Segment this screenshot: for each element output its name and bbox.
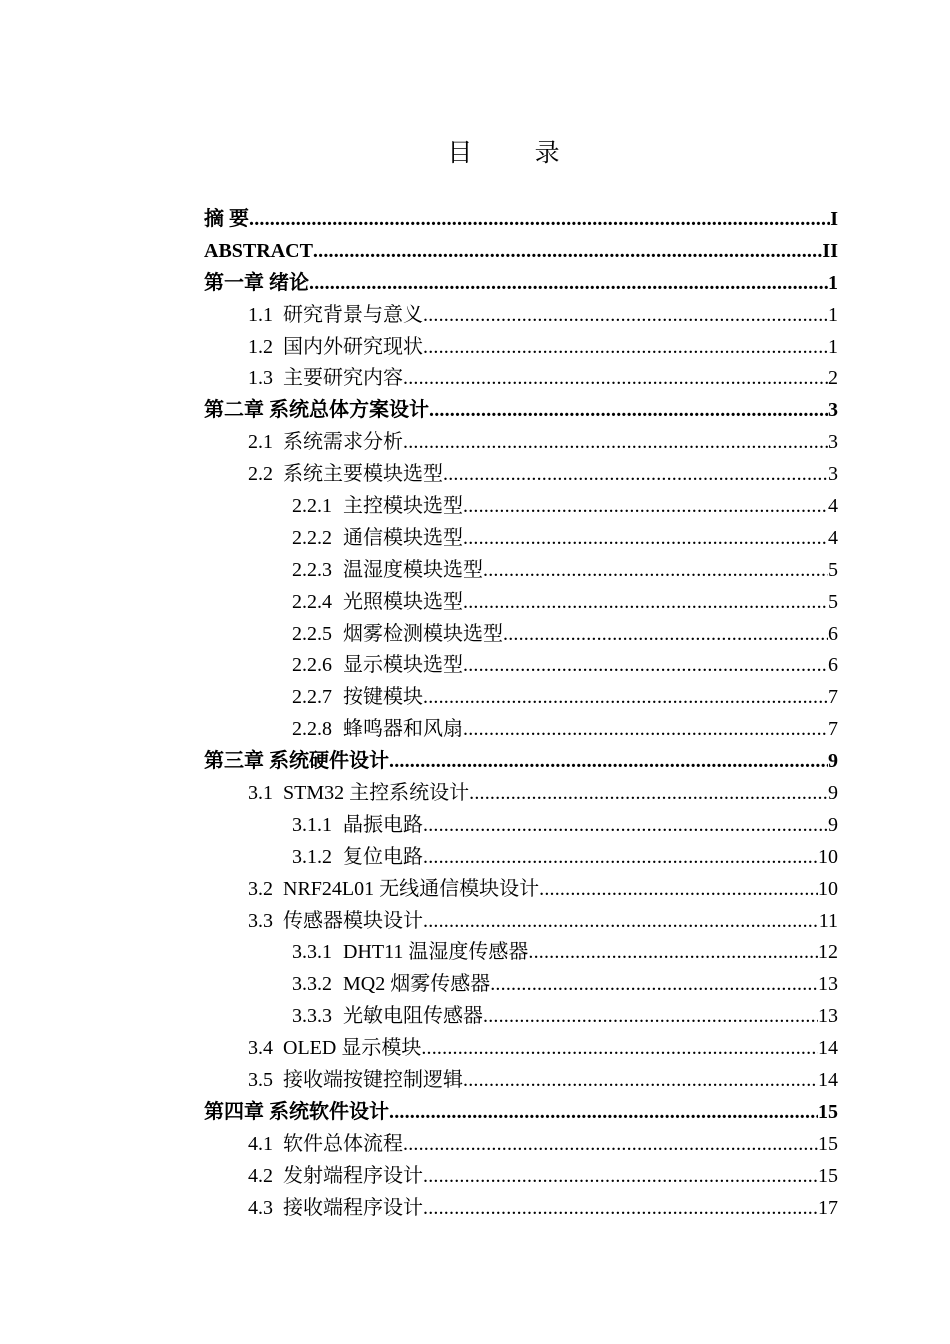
toc-entry-label: 第三章 系统硬件设计 [204,750,389,773]
toc-entry-label: 主要研究内容 [283,367,403,390]
toc-entry-page: 9 [828,813,838,836]
toc-entry-page: 15 [818,1100,838,1123]
toc-entry-label: 国内外研究现状 [283,335,423,358]
toc-entry-label: 按键模块 [343,686,423,709]
toc-entry-number: 2.2.8 [292,718,332,741]
toc-entry[interactable] [204,1161,838,1193]
toc-entry[interactable] [204,459,838,491]
toc-dot-leader [490,969,818,1001]
toc-dot-leader [423,682,828,714]
toc-entry-label: 第一章 绪论 [204,271,309,294]
toc-dot-leader [469,778,828,810]
toc-entry-page: 5 [828,590,838,613]
toc-entry-page: 6 [828,654,838,677]
toc-dot-leader [483,1001,818,1033]
toc-entry-label: 主控模块选型 [343,495,463,518]
toc-entry-page: 1 [828,303,838,326]
toc-entry-label: 摘 要 [204,208,249,230]
toc-entry[interactable] [204,874,838,906]
toc-entry-label: 温湿度模块选型 [343,558,483,581]
toc-entry[interactable] [204,1001,838,1033]
toc-entry-label: 接收端程序设计 [283,1196,423,1219]
toc-entry-number: 3.5 [248,1069,273,1092]
toc-entry-label: 蜂鸣器和风扇 [343,718,463,741]
toc-dot-leader [528,937,818,969]
toc-entry-page: II [822,239,838,262]
toc-entry-label: 系统主要模块选型 [283,463,443,486]
toc-dot-leader [313,236,823,268]
toc-entry[interactable] [204,969,838,1001]
toc-dot-leader [483,555,828,587]
toc-entry-number: 3.2 [248,877,273,900]
toc-entry[interactable] [204,746,838,778]
toc-entry-page: 3 [828,399,838,422]
toc-entry-number: 3.1.1 [292,813,332,836]
toc-entry-label: 系统需求分析 [283,431,403,454]
toc-entry-page: 4 [828,495,838,518]
toc-entry-page: 10 [818,877,838,900]
toc-entry-label: 研究背景与意义 [283,303,423,326]
toc-dot-leader [403,363,828,395]
toc-entry-number: 2.2.3 [292,558,332,581]
toc-title: 目 录 [447,140,588,167]
toc-dot-leader [423,1161,818,1193]
toc-entry[interactable] [204,1129,838,1161]
toc-entry-number: 2.1 [248,431,273,454]
toc-entry-page: 13 [818,1005,838,1028]
toc-dot-leader [389,746,828,778]
toc-entry-page: 13 [818,973,838,996]
toc-entry[interactable] [204,650,838,682]
toc-entry-page: 7 [828,686,838,709]
toc-entry-page: I [830,208,838,230]
toc-entry-page: 4 [828,526,838,549]
toc-dot-leader [423,1193,818,1225]
toc-entry-page: 11 [818,909,838,932]
toc-entry-label: 显示模块选型 [343,654,463,677]
toc-entry-number: 2.2.7 [292,686,332,709]
toc-entry-page: 15 [818,1164,838,1187]
toc-entry[interactable] [204,491,838,523]
toc-entry[interactable] [204,523,838,555]
toc-entry-page: 12 [818,941,838,964]
toc-entry-page: 3 [828,463,838,486]
toc-entry[interactable] [204,842,838,874]
toc-dot-leader [463,1065,818,1097]
toc-dot-leader [421,1033,818,1065]
toc-entry[interactable] [204,268,838,300]
toc-entry-label: 软件总体流程 [283,1132,403,1155]
toc-dot-leader [403,1129,818,1161]
toc-entry[interactable] [204,1097,838,1129]
toc-entry-label: 第二章 系统总体方案设计 [204,399,429,422]
toc-entry-number: 4.2 [248,1164,273,1187]
toc-entry-page: 1 [828,335,838,358]
toc-entry-number: 3.4 [248,1037,273,1060]
toc-entry-number: 4.1 [248,1132,273,1155]
toc-entry[interactable] [204,363,838,395]
toc-entry-page: 10 [818,845,838,868]
toc-entry-page: 14 [818,1037,838,1060]
toc-entry-number: 3.3.3 [292,1005,332,1028]
toc-dot-leader [423,332,828,364]
toc-dot-leader [463,523,828,555]
toc-entry[interactable] [204,427,838,459]
toc-dot-leader [429,395,828,427]
toc-entry-label: 光敏电阻传感器 [343,1005,483,1028]
toc-dot-leader [463,491,828,523]
toc-list [204,204,838,1225]
toc-entry-label: 第四章 系统软件设计 [204,1100,389,1123]
toc-entry[interactable] [204,682,838,714]
toc-entry-page: 14 [818,1069,838,1092]
toc-entry-number: 2.2.6 [292,654,332,677]
toc-entry-label: 接收端按键控制逻辑 [283,1069,463,1092]
toc-entry[interactable] [204,714,838,746]
toc-entry[interactable] [204,300,838,332]
toc-entry-number: 3.3 [248,909,273,932]
toc-entry-number: 2.2.1 [292,495,332,518]
toc-entry[interactable] [204,1065,838,1097]
toc-dot-leader [389,1097,818,1129]
toc-entry[interactable] [204,555,838,587]
toc-entry[interactable] [204,332,838,364]
toc-entry-label: DHT11 温湿度传感器 [343,941,529,964]
toc-dot-leader [463,650,828,682]
toc-dot-leader [423,906,819,938]
toc-entry[interactable] [204,1193,838,1225]
toc-entry-page: 6 [828,622,838,645]
toc-entry-page: 1 [828,271,838,294]
toc-entry-page: 15 [818,1132,838,1155]
toc-entry-page: 9 [828,782,838,805]
toc-entry[interactable] [204,1033,838,1065]
toc-entry-label: 烟雾检测模块选型 [343,622,503,645]
toc-entry-number: 3.1 [248,782,273,805]
toc-dot-leader [403,427,828,459]
toc-entry-number: 2.2 [248,463,273,486]
toc-entry[interactable] [204,619,838,651]
toc-dot-leader [443,459,828,491]
toc-entry-label: ABSTRACT [204,239,313,262]
toc-entry-label: OLED 显示模块 [283,1037,422,1060]
toc-dot-leader [309,268,828,300]
toc-entry-number: 3.3.1 [292,941,332,964]
toc-entry-label: 复位电路 [343,845,423,868]
toc-entry-label: 传感器模块设计 [283,909,423,932]
toc-dot-leader [539,874,818,906]
toc-entry[interactable] [204,236,838,268]
toc-entry-label: NRF24L01 无线通信模块设计 [283,877,540,900]
toc-entry[interactable] [204,587,838,619]
toc-entry-number: 2.2.5 [292,622,332,645]
toc-entry-number: 3.1.2 [292,845,332,868]
toc-entry[interactable] [204,778,838,810]
toc-entry-number: 3.3.2 [292,973,332,996]
toc-entry[interactable] [204,937,838,969]
toc-entry-number: 2.2.4 [292,590,332,613]
toc-entry[interactable] [204,395,838,427]
toc-entry-page: 3 [828,431,838,454]
toc-entry-page: 5 [828,558,838,581]
toc-entry-label: 通信模块选型 [343,526,463,549]
toc-entry-label: 光照模块选型 [343,590,463,613]
toc-entry-page: 2 [828,367,838,390]
toc-dot-leader [423,810,828,842]
toc-entry-label: MQ2 烟雾传感器 [343,973,491,996]
toc-entry-label: 晶振电路 [343,813,423,836]
toc-dot-leader [423,842,818,874]
toc-dot-leader [423,300,828,332]
toc-entry-page: 7 [828,718,838,741]
toc-entry[interactable] [204,906,838,938]
toc-dot-leader [463,714,828,746]
toc-dot-leader [463,587,828,619]
toc-dot-leader [249,204,830,236]
toc-entry[interactable] [204,810,838,842]
toc-entry-page: 17 [818,1196,838,1219]
toc-entry-page: 9 [828,750,838,773]
toc-entry-number: 1.1 [248,303,273,326]
toc-dot-leader [503,619,828,651]
toc-entry-number: 1.2 [248,335,273,358]
toc-entry[interactable] [204,204,838,236]
toc-entry-number: 4.3 [248,1196,273,1219]
toc-entry-number: 2.2.2 [292,526,332,549]
toc-entry-label: STM32 主控系统设计 [283,782,470,805]
toc-entry-label: 发射端程序设计 [283,1164,423,1187]
toc-entry-number: 1.3 [248,367,273,390]
